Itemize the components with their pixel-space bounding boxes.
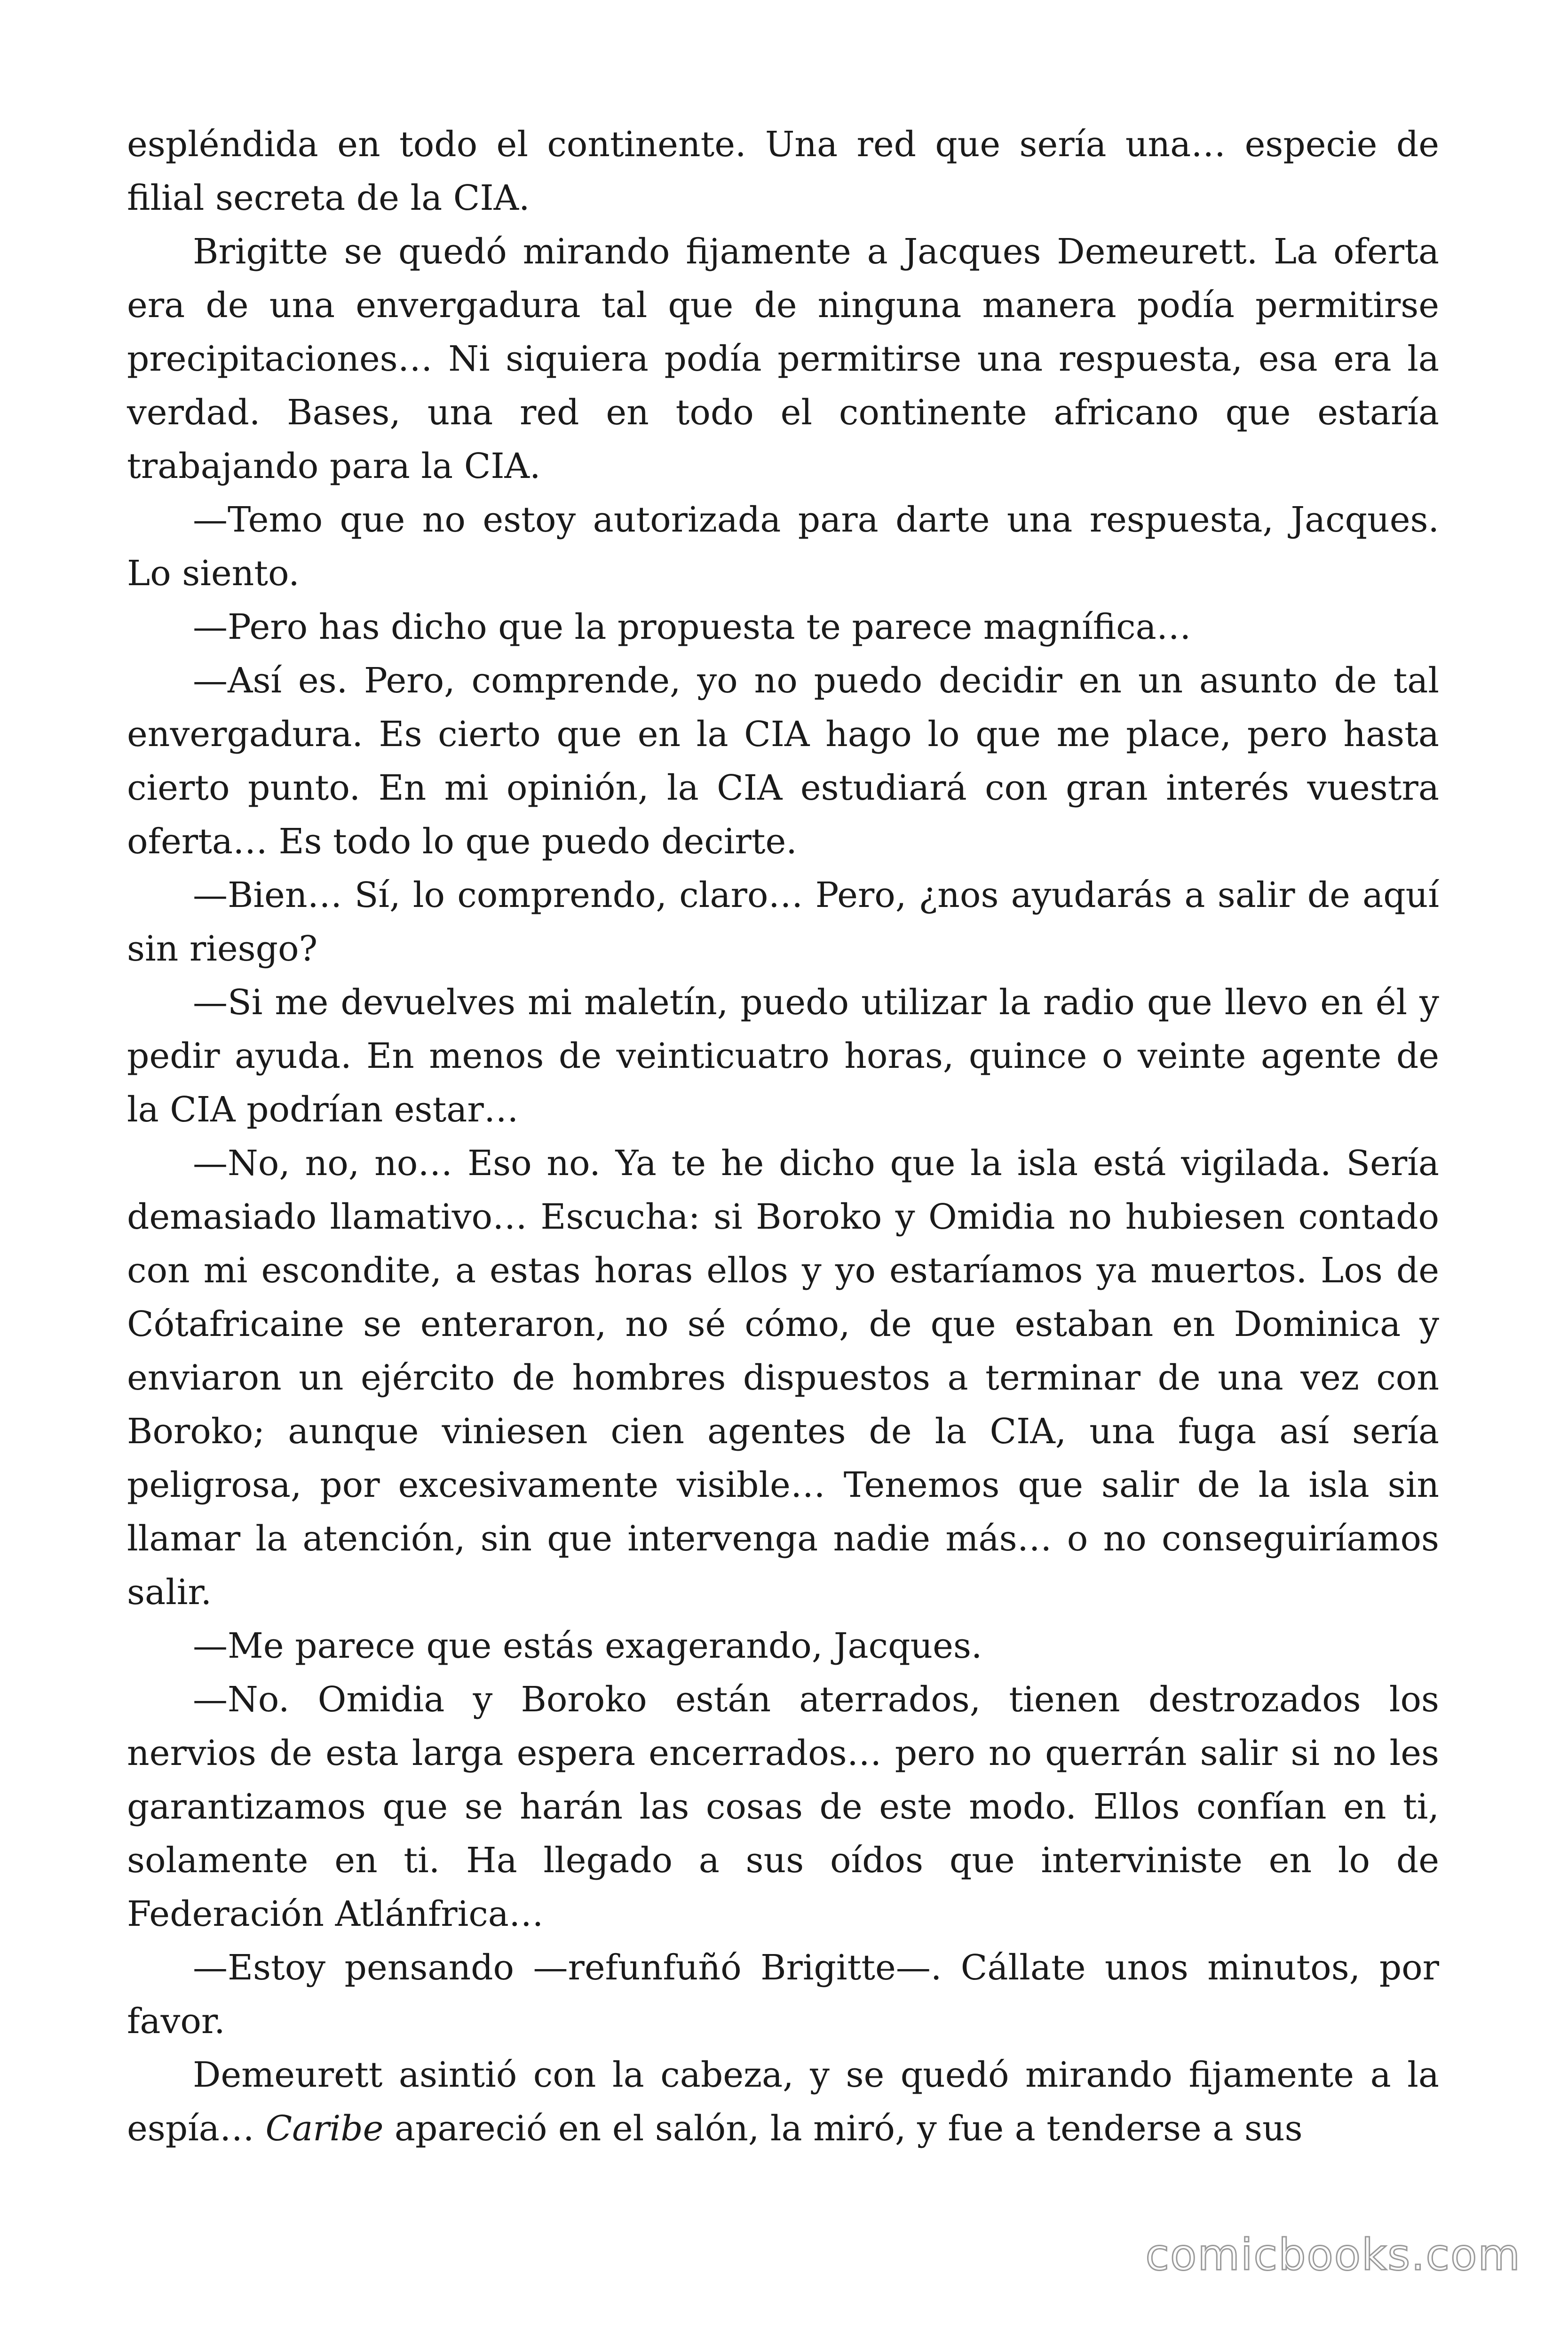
paragraph-12-italic: Caribe	[265, 2108, 384, 2149]
paragraph-6: —Bien… Sí, lo comprendo, claro… Pero, ¿nos ayudarás a salir de aquí sin riesgo?	[127, 875, 1439, 969]
paragraph-1: espléndida en todo el continente. Una red que sería una… especie de filial secreta de la CIA.	[127, 124, 1439, 218]
paragraph-3: —Temo que no estoy autorizada para darte una respuesta, Jacques. Lo siento.	[127, 500, 1439, 594]
paragraph-12	[127, 2048, 1439, 2155]
paragraph-4: —Pero has dicho que la propuesta te parece magnífica…	[193, 607, 1191, 647]
paragraph-7: —Si me devuelves mi maletín, puedo utilizar la radio que llevo en él y pedir ayuda. En menos de veinticuatro horas, quince o veinte agente de la CIA podrían estar…	[127, 982, 1439, 1130]
paragraph-2: Brigitte se quedó mirando fijamente a Jacques Demeurett. La oferta era de una envergadura tal que de ninguna manera podía permitirse precipitaciones… Ni siquiera podía permitirse una respuesta, esa era la verdad. Bases, una red en todo el continente africano que estaría trabajando para la CIA.	[127, 231, 1439, 486]
paragraph-10: —No. Omidia y Boroko están aterrados, tienen destrozados los nervios de esta larga espera encerrados… pero no querrán salir si no les garantizamos que se harán las cosas de este modo. Ellos confían en ti, solamente en ti. Ha llegado a sus oídos que interviniste en lo de Federación Atlánfrica…	[127, 1679, 1439, 1934]
watermark: comicbooks.com	[1145, 2230, 1521, 2280]
paragraph-12-end: apareció en el salón, la miró, y fue a tenderse a sus	[383, 2108, 1303, 2149]
paragraph-8: —No, no, no… Eso no. Ya te he dicho que la isla está vigilada. Sería demasiado llamativo… Escucha: si Boroko y Omidia no hubiesen contado con mi escondite, a estas horas ellos y yo estaríamos ya muertos. Los de Cótafricaine se enteraron, no sé cómo, de que estaban en Dominica y enviaron un ejército de hombres dispuestos a terminar de una vez con Boroko; aunque viniesen cien agentes de la CIA, una fuga así sería peligrosa, por excesivamente visible… Tenemos que salir de la isla sin llamar la atención, sin que intervenga nadie más… o no conseguiríamos salir.	[127, 1143, 1439, 1613]
paragraph-5: —Así es. Pero, comprende, yo no puedo decidir en un asunto de tal envergadura. Es cierto que en la CIA hago lo que me place, pero hasta cierto punto. En mi opinión, la CIA estudiará con gran interés vuestra oferta… Es todo lo que puedo decirte.	[127, 660, 1439, 862]
page-body	[127, 118, 1439, 2155]
paragraph-11: —Estoy pensando —refunfuñó Brigitte—. Cállate unos minutos, por favor.	[127, 1947, 1439, 2042]
paragraph-9: —Me parece que estás exagerando, Jacques.	[193, 1626, 982, 1666]
paragraph-12-start: Demeurett asintió con la cabeza, y se quedó mirando fijamente a la espía…	[127, 2055, 1439, 2149]
